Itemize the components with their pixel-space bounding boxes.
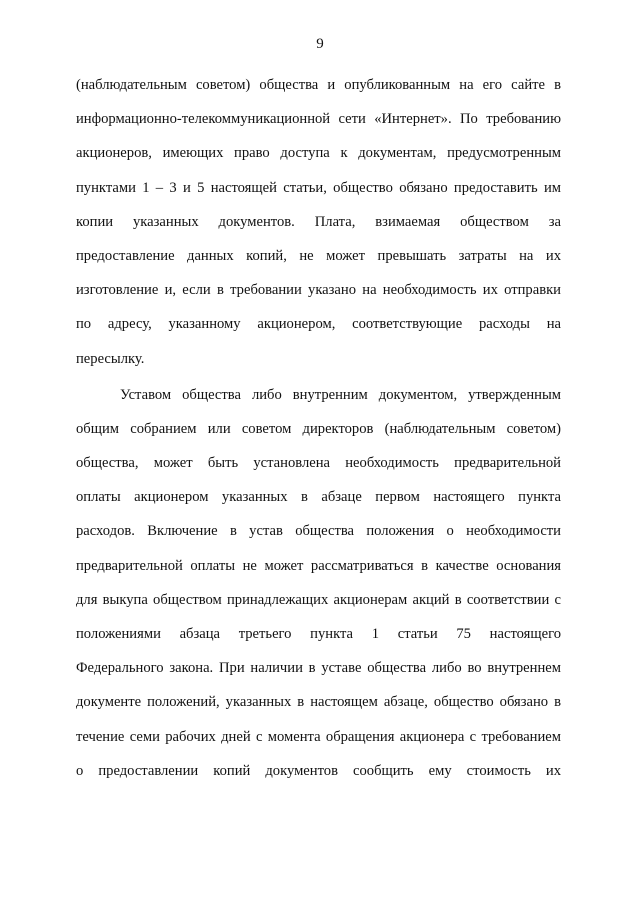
text-line: о предоставлении копий документов сообщить ему стоимость их <box>76 762 561 779</box>
paragraph-1 <box>76 68 561 376</box>
text-line: Уставом общества либо внутренним документом, утвержденным <box>120 386 561 403</box>
text-line: пунктами 1 – 3 и 5 настоящей статьи, общество обязано предоставить им <box>76 179 561 196</box>
paragraph-2 <box>76 378 561 788</box>
text-line: изготовление и, если в требовании указано на необходимость их отправки <box>76 282 561 299</box>
page-number: 9 <box>316 36 324 52</box>
text-line: общим собранием или советом директоров (наблюдательным советом) <box>76 420 561 437</box>
text-line: (наблюдательным советом) общества и опубликованным на его сайте в <box>76 77 561 93</box>
text-line: общества, может быть установлена необходимость предварительной <box>76 455 561 472</box>
text-line: оплаты акционером указанных в абзаце первом настоящего пункта <box>76 489 561 506</box>
text-line: документе положений, указанных в настоящем абзаце, общество обязано в <box>76 694 561 711</box>
text-line: копии указанных документов. Плата, взимаемая обществом за <box>76 213 561 230</box>
text-line: предварительной оплаты не может рассматриваться в качестве основания <box>76 557 561 574</box>
text-line: информационно-телекоммуникационной сети «Интернет». По требованию <box>76 111 561 128</box>
text-line: по адресу, указанному акционером, соответствующие расходы на <box>76 316 561 333</box>
text-line: расходов. Включение в устав общества положения о необходимости <box>76 523 561 540</box>
text-line: для выкупа обществом принадлежащих акционерам акций в соответствии с <box>76 591 561 608</box>
body-text <box>76 68 561 788</box>
text-line: положениями абзаца третьего пункта 1 статьи 75 настоящего <box>76 626 561 642</box>
text-line: предоставление данных копий, не может превышать затраты на их <box>76 247 561 264</box>
text-line: акционеров, имеющих право доступа к документам, предусмотренным <box>76 145 561 162</box>
text-line: течение семи рабочих дней с момента обращения акционера с требованием <box>76 728 561 745</box>
text-line: пересылку. <box>76 350 145 367</box>
text-line: Федерального закона. При наличии в уставе общества либо во внутреннем <box>76 660 561 677</box>
